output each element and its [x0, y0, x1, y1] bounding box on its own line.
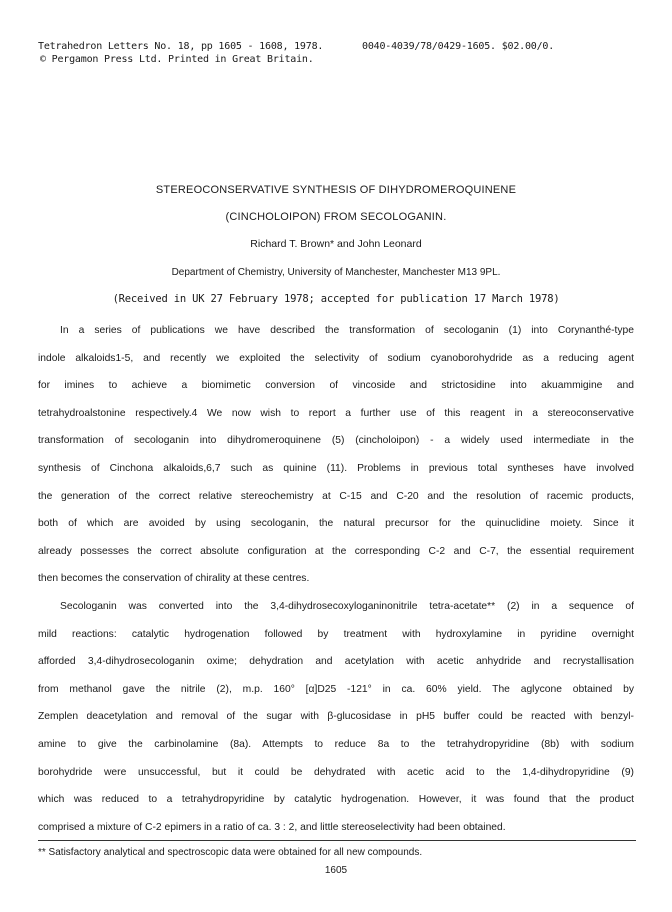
article-code: 0040-4039/78/0429-1605. $02.00/0. [362, 41, 555, 52]
paragraph-2 [38, 593, 634, 841]
page-number: 1605 [324, 865, 348, 876]
body-line: transformation of secologanin into dihydromeroquinene (5) (cincholoipon) - a widely used intermediate in the [38, 435, 634, 447]
body-line: Secologanin was converted into the 3,4-dihydrosecoxyloganinonitrile tetra-acetate** (2) in a sequence of [60, 601, 634, 612]
journal-citation: Tetrahedron Letters No. 18, pp 1605 - 1608, 1978. [38, 41, 324, 52]
body-line: amine to give the carbinolamine (8a). Attempts to reduce 8a to the tetrahydropyridine (8b) with sodium [38, 738, 634, 750]
paragraph-1 [38, 317, 634, 593]
received-dates: (Received in UK 27 February 1978; accepted for publication 17 March 1978) [112, 293, 560, 305]
body-line: Zemplen deacetylation and removal of the sugar with β-glucosidase in pH5 buffer could be reacted with benzyl- [38, 711, 634, 723]
body-line: which was reduced to a tetrahydropyridine by catalytic hydrogenation. However, it was found that the product [38, 794, 634, 806]
body-line: borohydride were unsuccessful, but it could be dehydrated with acetic acid to the 1,4-dihydropyridine (9) [38, 766, 634, 778]
footnote: ** Satisfactory analytical and spectroscopic data were obtained for all new compounds. [38, 847, 423, 858]
body-line: the generation of the correct relative stereochemistry at C-15 and C-20 and the resolution of racemic products, [38, 490, 634, 502]
footnote-rule [38, 840, 636, 841]
body-line: synthesis of Cinchona alkaloids,6,7 such as quinine (11). Problems in previous total syntheses have involved [38, 462, 634, 474]
article-authors: Richard T. Brown* and John Leonard [250, 238, 422, 250]
body-line: In a series of publications we have described the transformation of secologanin (1) into Corynanthé-type [60, 325, 634, 336]
body-line: already possesses the correct absolute configuration at the corresponding C-2 and C-7, the essential requirement [38, 545, 634, 557]
body-line: then becomes the conservation of chirality at these centres. [38, 573, 310, 585]
body-line: comprised a mixture of C-2 epimers in a ratio of ca. 3 : 2, and little stereoselectivity had been obtained. [38, 821, 506, 833]
article-title-line2: (CINCHOLOIPON) FROM SECOLOGANIN. [225, 211, 447, 223]
copyright-notice: © Pergamon Press Ltd. Printed in Great Britain. [40, 54, 314, 65]
body-line: indole alkaloids1-5, and recently we exploited the selectivity of sodium cyanoborohydride as a reducing agent [38, 352, 634, 364]
body-line: mild reactions: catalytic hydrogenation followed by treatment with hydroxylamine in pyridine overnight [38, 628, 634, 640]
article-affiliation: Department of Chemistry, University of Manchester, Manchester M13 9PL. [171, 267, 501, 278]
body-line: for imines to achieve a biomimetic conversion of vincoside and strictosidine into akuammigine and [38, 380, 634, 392]
article-title-line1: STEREOCONSERVATIVE SYNTHESIS OF DIHYDROMEROQUINENE [155, 184, 517, 196]
body-line: both of which are avoided by using secologanin, the natural precursor for the quinuclidine moiety. Since it [38, 518, 634, 530]
body-line: tetrahydroalstonine respectively.4 We now wish to report a further use of this reagent in a stereoconservative [38, 407, 634, 419]
body-line: afforded 3,4-dihydrosecologanin oxime; dehydration and acetylation with acetic anhydride and recrystallisation [38, 656, 634, 668]
body-line: from methanol gave the nitrile (2), m.p. 160° [α]D25 -121° in ca. 60% yield. The aglycone obtained by [38, 683, 634, 695]
